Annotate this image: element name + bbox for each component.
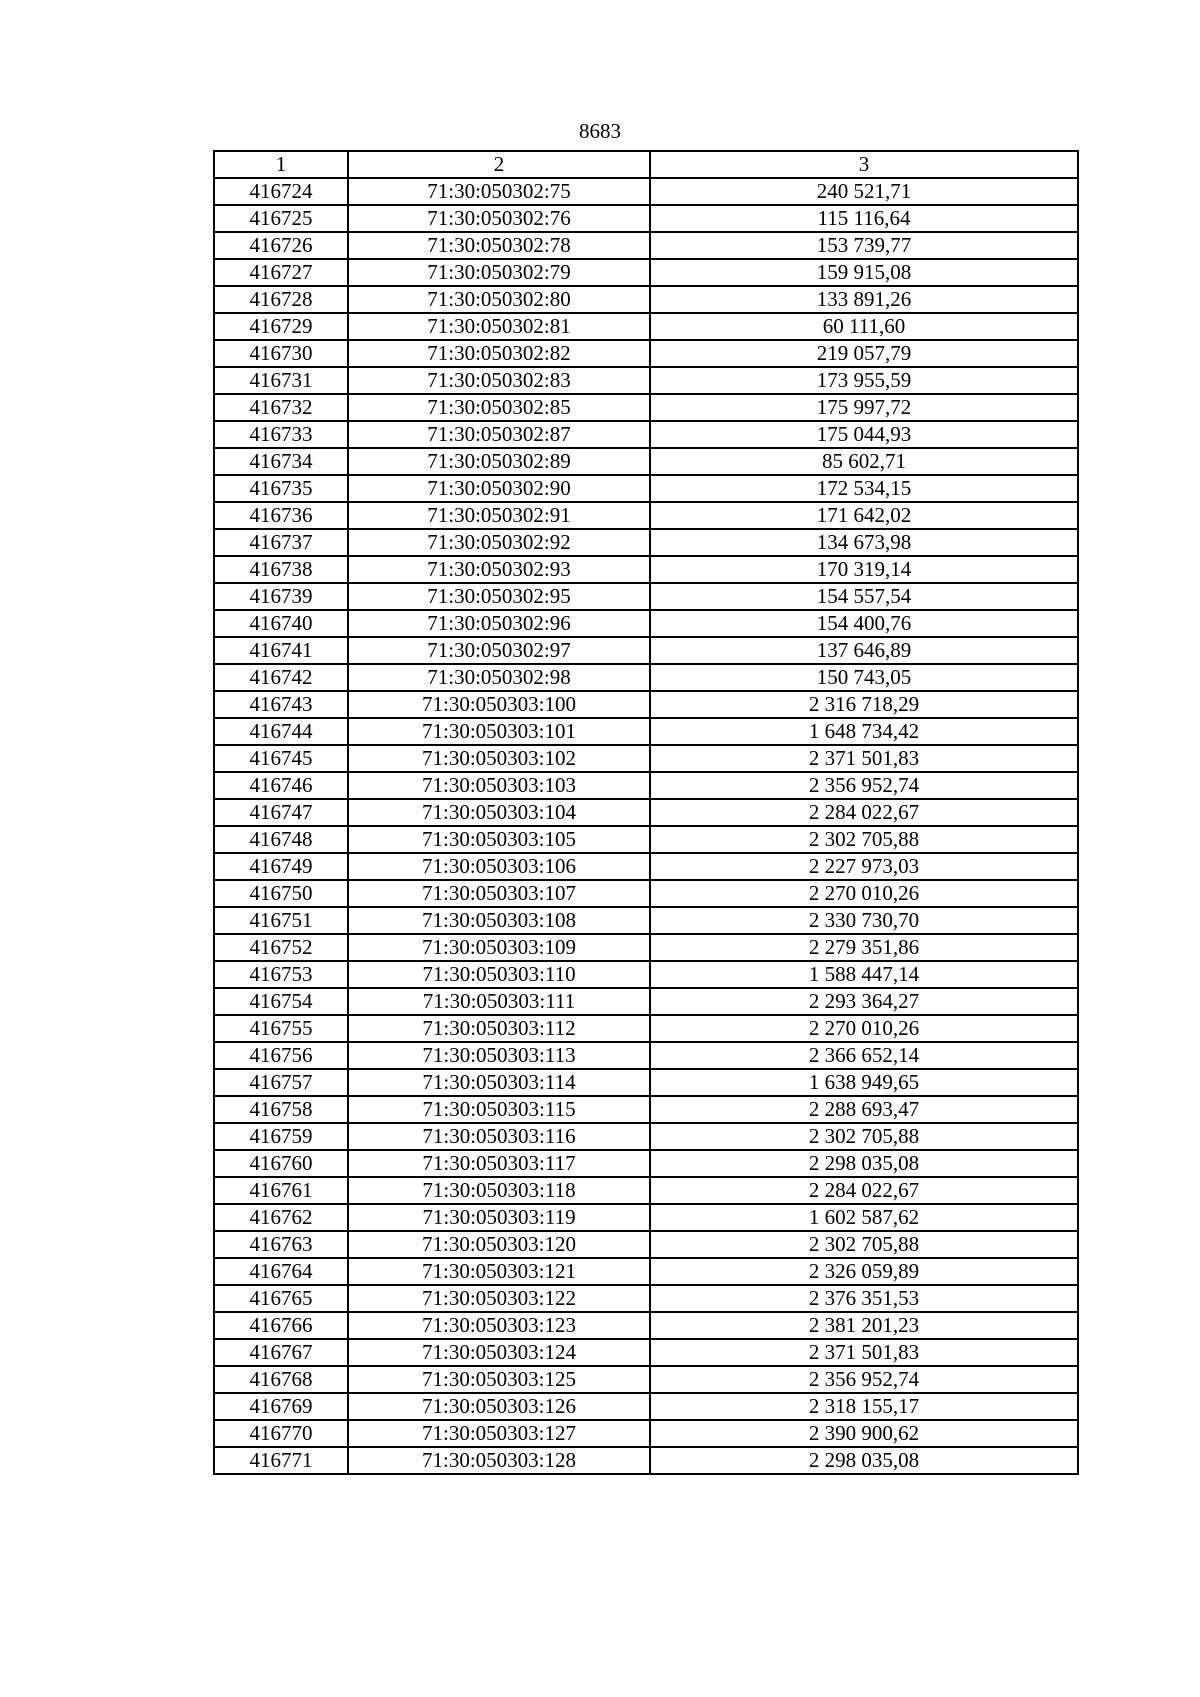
table-row [214,1177,1078,1204]
row-number-cell: 416739 [214,583,348,610]
row-number-cell: 416770 [214,1420,348,1447]
table-row [214,1042,1078,1069]
row-number-cell: 416767 [214,1339,348,1366]
cadastral-number-cell: 71:30:050303:111 [348,988,650,1015]
row-number-cell: 416746 [214,772,348,799]
table-row [214,178,1078,205]
value-cell: 2 284 022,67 [650,799,1078,826]
row-number-cell: 416757 [214,1069,348,1096]
table-row [214,259,1078,286]
table-row [214,502,1078,529]
table-header-row [214,151,1078,178]
cadastral-number-cell: 71:30:050302:91 [348,502,650,529]
cadastral-number-cell: 71:30:050303:115 [348,1096,650,1123]
table-body [214,178,1078,1474]
value-cell: 150 743,05 [650,664,1078,691]
row-number-cell: 416747 [214,799,348,826]
value-cell: 60 111,60 [650,313,1078,340]
value-cell: 133 891,26 [650,286,1078,313]
value-cell: 171 642,02 [650,502,1078,529]
cadastral-number-cell: 71:30:050302:93 [348,556,650,583]
cadastral-number-cell: 71:30:050302:95 [348,583,650,610]
row-number-cell: 416769 [214,1393,348,1420]
value-cell: 137 646,89 [650,637,1078,664]
value-cell: 1 602 587,62 [650,1204,1078,1231]
column-header: 2 [348,151,650,178]
row-number-cell: 416726 [214,232,348,259]
row-number-cell: 416725 [214,205,348,232]
value-cell: 2 326 059,89 [650,1258,1078,1285]
table-row [214,367,1078,394]
cadastral-number-cell: 71:30:050303:101 [348,718,650,745]
row-number-cell: 416734 [214,448,348,475]
value-cell: 1 588 447,14 [650,961,1078,988]
cadastral-number-cell: 71:30:050302:92 [348,529,650,556]
value-cell: 2 318 155,17 [650,1393,1078,1420]
cadastral-number-cell: 71:30:050303:120 [348,1231,650,1258]
value-cell: 2 376 351,53 [650,1285,1078,1312]
row-number-cell: 416742 [214,664,348,691]
table-row [214,1123,1078,1150]
table-row [214,907,1078,934]
cadastral-number-cell: 71:30:050303:121 [348,1258,650,1285]
table-row [214,1204,1078,1231]
value-cell: 2 302 705,88 [650,1231,1078,1258]
row-number-cell: 416733 [214,421,348,448]
row-number-cell: 416764 [214,1258,348,1285]
row-number-cell: 416754 [214,988,348,1015]
value-cell: 2 302 705,88 [650,826,1078,853]
value-cell: 2 270 010,26 [650,1015,1078,1042]
cadastral-number-cell: 71:30:050303:100 [348,691,650,718]
value-cell: 2 356 952,74 [650,1366,1078,1393]
value-cell: 1 638 949,65 [650,1069,1078,1096]
cadastral-number-cell: 71:30:050303:118 [348,1177,650,1204]
value-cell: 2 288 693,47 [650,1096,1078,1123]
table-row [214,1393,1078,1420]
value-cell: 159 915,08 [650,259,1078,286]
row-number-cell: 416743 [214,691,348,718]
cadastral-number-cell: 71:30:050303:107 [348,880,650,907]
row-number-cell: 416753 [214,961,348,988]
cadastral-number-cell: 71:30:050303:117 [348,1150,650,1177]
cadastral-number-cell: 71:30:050303:108 [348,907,650,934]
table-row [214,1366,1078,1393]
cadastral-number-cell: 71:30:050303:125 [348,1366,650,1393]
cadastral-number-cell: 71:30:050303:114 [348,1069,650,1096]
row-number-cell: 416745 [214,745,348,772]
table-row [214,313,1078,340]
cadastral-number-cell: 71:30:050302:80 [348,286,650,313]
cadastral-number-cell: 71:30:050302:81 [348,313,650,340]
row-number-cell: 416727 [214,259,348,286]
table-row [214,1015,1078,1042]
row-number-cell: 416765 [214,1285,348,1312]
cadastral-number-cell: 71:30:050303:119 [348,1204,650,1231]
table-row [214,934,1078,961]
row-number-cell: 416761 [214,1177,348,1204]
table-row [214,1258,1078,1285]
row-number-cell: 416730 [214,340,348,367]
cadastral-number-cell: 71:30:050302:83 [348,367,650,394]
table-row [214,529,1078,556]
value-cell: 154 557,54 [650,583,1078,610]
table-row [214,610,1078,637]
row-number-cell: 416762 [214,1204,348,1231]
row-number-cell: 416749 [214,853,348,880]
table-row [214,286,1078,313]
cadastral-number-cell: 71:30:050302:75 [348,178,650,205]
table-row [214,232,1078,259]
cadastral-number-cell: 71:30:050302:96 [348,610,650,637]
table-row [214,1339,1078,1366]
row-number-cell: 416732 [214,394,348,421]
cadastral-number-cell: 71:30:050303:104 [348,799,650,826]
table-row [214,1096,1078,1123]
cadastral-number-cell: 71:30:050302:78 [348,232,650,259]
value-cell: 2 316 718,29 [650,691,1078,718]
row-number-cell: 416728 [214,286,348,313]
value-cell: 85 602,71 [650,448,1078,475]
value-cell: 115 116,64 [650,205,1078,232]
cadastral-number-cell: 71:30:050302:87 [348,421,650,448]
cadastral-number-cell: 71:30:050302:82 [348,340,650,367]
table-row [214,1231,1078,1258]
value-cell: 2 298 035,08 [650,1150,1078,1177]
cadastral-number-cell: 71:30:050303:106 [348,853,650,880]
cadastral-number-cell: 71:30:050303:102 [348,745,650,772]
row-number-cell: 416763 [214,1231,348,1258]
value-cell: 2 330 730,70 [650,907,1078,934]
value-cell: 2 302 705,88 [650,1123,1078,1150]
table-row [214,826,1078,853]
table-row [214,475,1078,502]
value-cell: 175 997,72 [650,394,1078,421]
value-cell: 2 270 010,26 [650,880,1078,907]
value-cell: 2 356 952,74 [650,772,1078,799]
table-row [214,961,1078,988]
value-cell: 2 293 364,27 [650,988,1078,1015]
row-number-cell: 416771 [214,1447,348,1474]
table-row [214,799,1078,826]
cadastral-number-cell: 71:30:050303:109 [348,934,650,961]
row-number-cell: 416748 [214,826,348,853]
table-row [214,718,1078,745]
value-cell: 172 534,15 [650,475,1078,502]
row-number-cell: 416724 [214,178,348,205]
cadastral-number-cell: 71:30:050303:127 [348,1420,650,1447]
value-cell: 1 648 734,42 [650,718,1078,745]
value-cell: 2 279 351,86 [650,934,1078,961]
cadastral-number-cell: 71:30:050302:79 [348,259,650,286]
cadastral-number-cell: 71:30:050302:85 [348,394,650,421]
cadastral-number-cell: 71:30:050303:128 [348,1447,650,1474]
row-number-cell: 416750 [214,880,348,907]
value-cell: 2 381 201,23 [650,1312,1078,1339]
table-row [214,1150,1078,1177]
row-number-cell: 416741 [214,637,348,664]
cadastral-number-cell: 71:30:050303:122 [348,1285,650,1312]
table-row [214,1420,1078,1447]
table-row [214,691,1078,718]
table-row [214,1285,1078,1312]
table-row [214,340,1078,367]
row-number-cell: 416766 [214,1312,348,1339]
cadastral-number-cell: 71:30:050303:112 [348,1015,650,1042]
cadastral-number-cell: 71:30:050303:105 [348,826,650,853]
table-row [214,772,1078,799]
column-header: 1 [214,151,348,178]
row-number-cell: 416768 [214,1366,348,1393]
row-number-cell: 416731 [214,367,348,394]
row-number-cell: 416737 [214,529,348,556]
row-number-cell: 416758 [214,1096,348,1123]
cadastral-number-cell: 71:30:050303:113 [348,1042,650,1069]
table-row [214,1312,1078,1339]
value-cell: 173 955,59 [650,367,1078,394]
cadastral-number-cell: 71:30:050303:124 [348,1339,650,1366]
table-row [214,448,1078,475]
row-number-cell: 416729 [214,313,348,340]
row-number-cell: 416751 [214,907,348,934]
page-number: 8683 [579,119,621,143]
table-row [214,637,1078,664]
cadastral-number-cell: 71:30:050303:126 [348,1393,650,1420]
value-cell: 154 400,76 [650,610,1078,637]
table-row [214,664,1078,691]
value-cell: 2 284 022,67 [650,1177,1078,1204]
cadastral-number-cell: 71:30:050302:90 [348,475,650,502]
row-number-cell: 416735 [214,475,348,502]
value-cell: 2 371 501,83 [650,745,1078,772]
row-number-cell: 416755 [214,1015,348,1042]
row-number-cell: 416740 [214,610,348,637]
table-row [214,421,1078,448]
cadastral-number-cell: 71:30:050302:97 [348,637,650,664]
value-cell: 2 390 900,62 [650,1420,1078,1447]
value-cell: 2 366 652,14 [650,1042,1078,1069]
table-row [214,394,1078,421]
row-number-cell: 416738 [214,556,348,583]
row-number-cell: 416744 [214,718,348,745]
cadastral-number-cell: 71:30:050303:116 [348,1123,650,1150]
value-cell: 219 057,79 [650,340,1078,367]
cadastral-number-cell: 71:30:050302:98 [348,664,650,691]
row-number-cell: 416760 [214,1150,348,1177]
row-number-cell: 416736 [214,502,348,529]
value-cell: 153 739,77 [650,232,1078,259]
value-cell: 134 673,98 [650,529,1078,556]
table-row [214,205,1078,232]
cadastral-number-cell: 71:30:050302:89 [348,448,650,475]
value-cell: 2 227 973,03 [650,853,1078,880]
table-row [214,853,1078,880]
table-row [214,1447,1078,1474]
table-row [214,1069,1078,1096]
cadastral-number-cell: 71:30:050303:103 [348,772,650,799]
row-number-cell: 416752 [214,934,348,961]
column-header: 3 [650,151,1078,178]
row-number-cell: 416759 [214,1123,348,1150]
cadastral-number-cell: 71:30:050303:110 [348,961,650,988]
cadastral-number-cell: 71:30:050302:76 [348,205,650,232]
table-row [214,556,1078,583]
value-cell: 170 319,14 [650,556,1078,583]
value-cell: 175 044,93 [650,421,1078,448]
table-row [214,880,1078,907]
data-table [213,150,1079,1475]
cadastral-number-cell: 71:30:050303:123 [348,1312,650,1339]
value-cell: 2 371 501,83 [650,1339,1078,1366]
table-row [214,988,1078,1015]
value-cell: 240 521,71 [650,178,1078,205]
table-row [214,745,1078,772]
value-cell: 2 298 035,08 [650,1447,1078,1474]
table-row [214,583,1078,610]
row-number-cell: 416756 [214,1042,348,1069]
